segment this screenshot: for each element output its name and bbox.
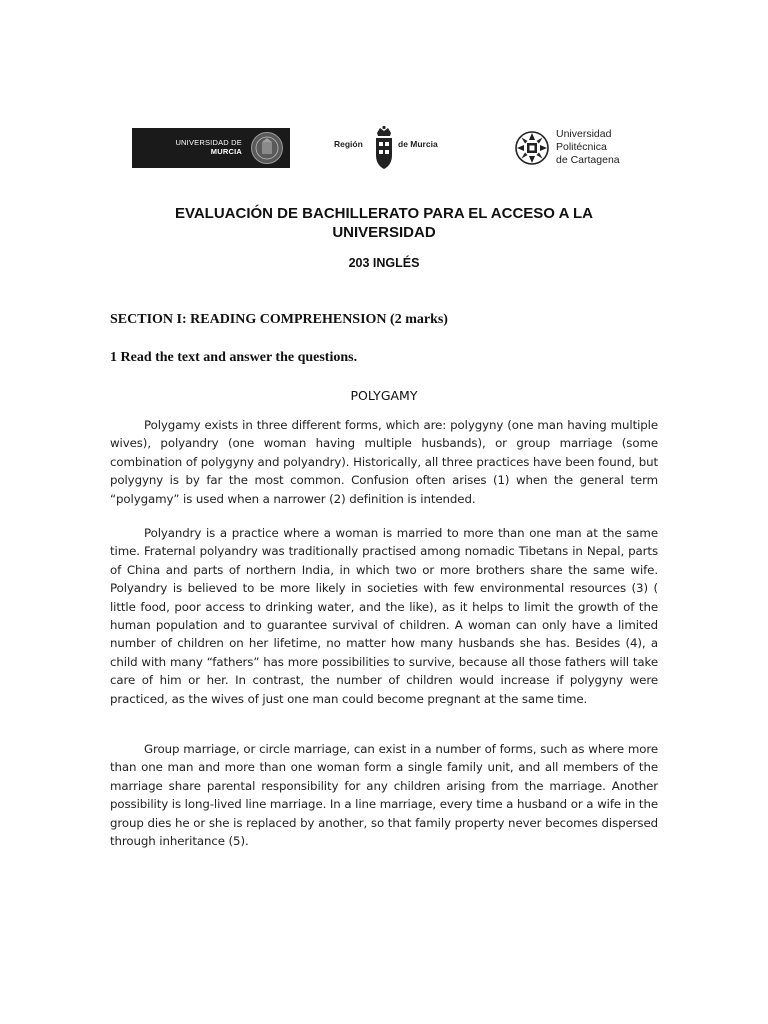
passage-paragraph-2: Polyandry is a practice where a woman is married to more than one man at the same time. Fraternal polyandry was traditionally practised among nomadic Tibetans in Nepal, parts of China and parts of northern India, in which two or more brothers share the same wife. Polyandry is believed to be more likely in societies with few environmental resources (3) ( little food, poor access to drinking water, and the like), as it helps to limit the growth of the human population and to guarantee survival of children. A woman can only have a limited number of children on her lifetime, no matter how many husbands she has. Besides (4), a child with many “fathers” has more possibilities to survive, because all those fathers will take care of him or her. In contrast, the number of children would increase if polygyny were practiced, as the wives of just one man could become pregnant at the same time. xyxy=(110,526,658,706)
upct-logo xyxy=(514,127,646,171)
passage-paragraph-3: Group marriage, or circle marriage, can exist in a number of forms, such as where more than one man and more than one woman form a single family unit, and all members of the marriage share parental responsibility for any children arising from the marriage. Another possibility is long-lived line marriage. In a line marriage, every time a husband or a wife in the group dies he or she is replaced by another, so that family property never becomes dispersed through inheritance (5). xyxy=(110,742,658,849)
region-murcia-logo xyxy=(332,126,452,172)
upct-emblem-icon xyxy=(514,130,550,166)
region-crest-icon xyxy=(372,125,396,171)
university-seal-icon xyxy=(250,131,284,165)
universidad-murcia-logo xyxy=(132,128,290,168)
logo-rm-word2: de Murcia xyxy=(398,139,438,149)
passage-title: POLYGAMY xyxy=(350,388,418,403)
passage-paragraph-1: Polygamy exists in three different forms, which are: polygyny (one man having multiple wives), polyandry (one woman having multiple husbands), or group marriage (some combination of polygyny and polyandry). Historically, all three practices have been found, but polygyny is by far the most common. Confusion often arises (1) when the general term “polygamy” is used when a narrower (2) definition is intended. xyxy=(110,418,658,506)
header-logos xyxy=(132,126,644,172)
logo-um-line1: UNIVERSIDAD DE xyxy=(175,138,242,147)
logo-um-line2: MURCIA xyxy=(210,147,242,156)
logo-upct-line1: Universidad xyxy=(556,128,612,140)
exam-title-line2: UNIVERSIDAD xyxy=(332,224,436,241)
logo-rm-word1: Región xyxy=(334,139,363,149)
exam-subject: 203 INGLÉS xyxy=(348,256,420,270)
exam-title xyxy=(100,204,668,242)
question-instruction: 1 Read the text and answer the questions. xyxy=(110,350,358,365)
logo-upct-line3: de Cartagena xyxy=(556,154,620,166)
exam-title-line1: EVALUACIÓN DE BACHILLERATO PARA EL ACCESO A LA xyxy=(174,205,594,222)
section-heading: SECTION I: READING COMPREHENSION (2 marks) xyxy=(110,312,448,327)
logo-upct-line2: Politécnica xyxy=(556,141,607,153)
